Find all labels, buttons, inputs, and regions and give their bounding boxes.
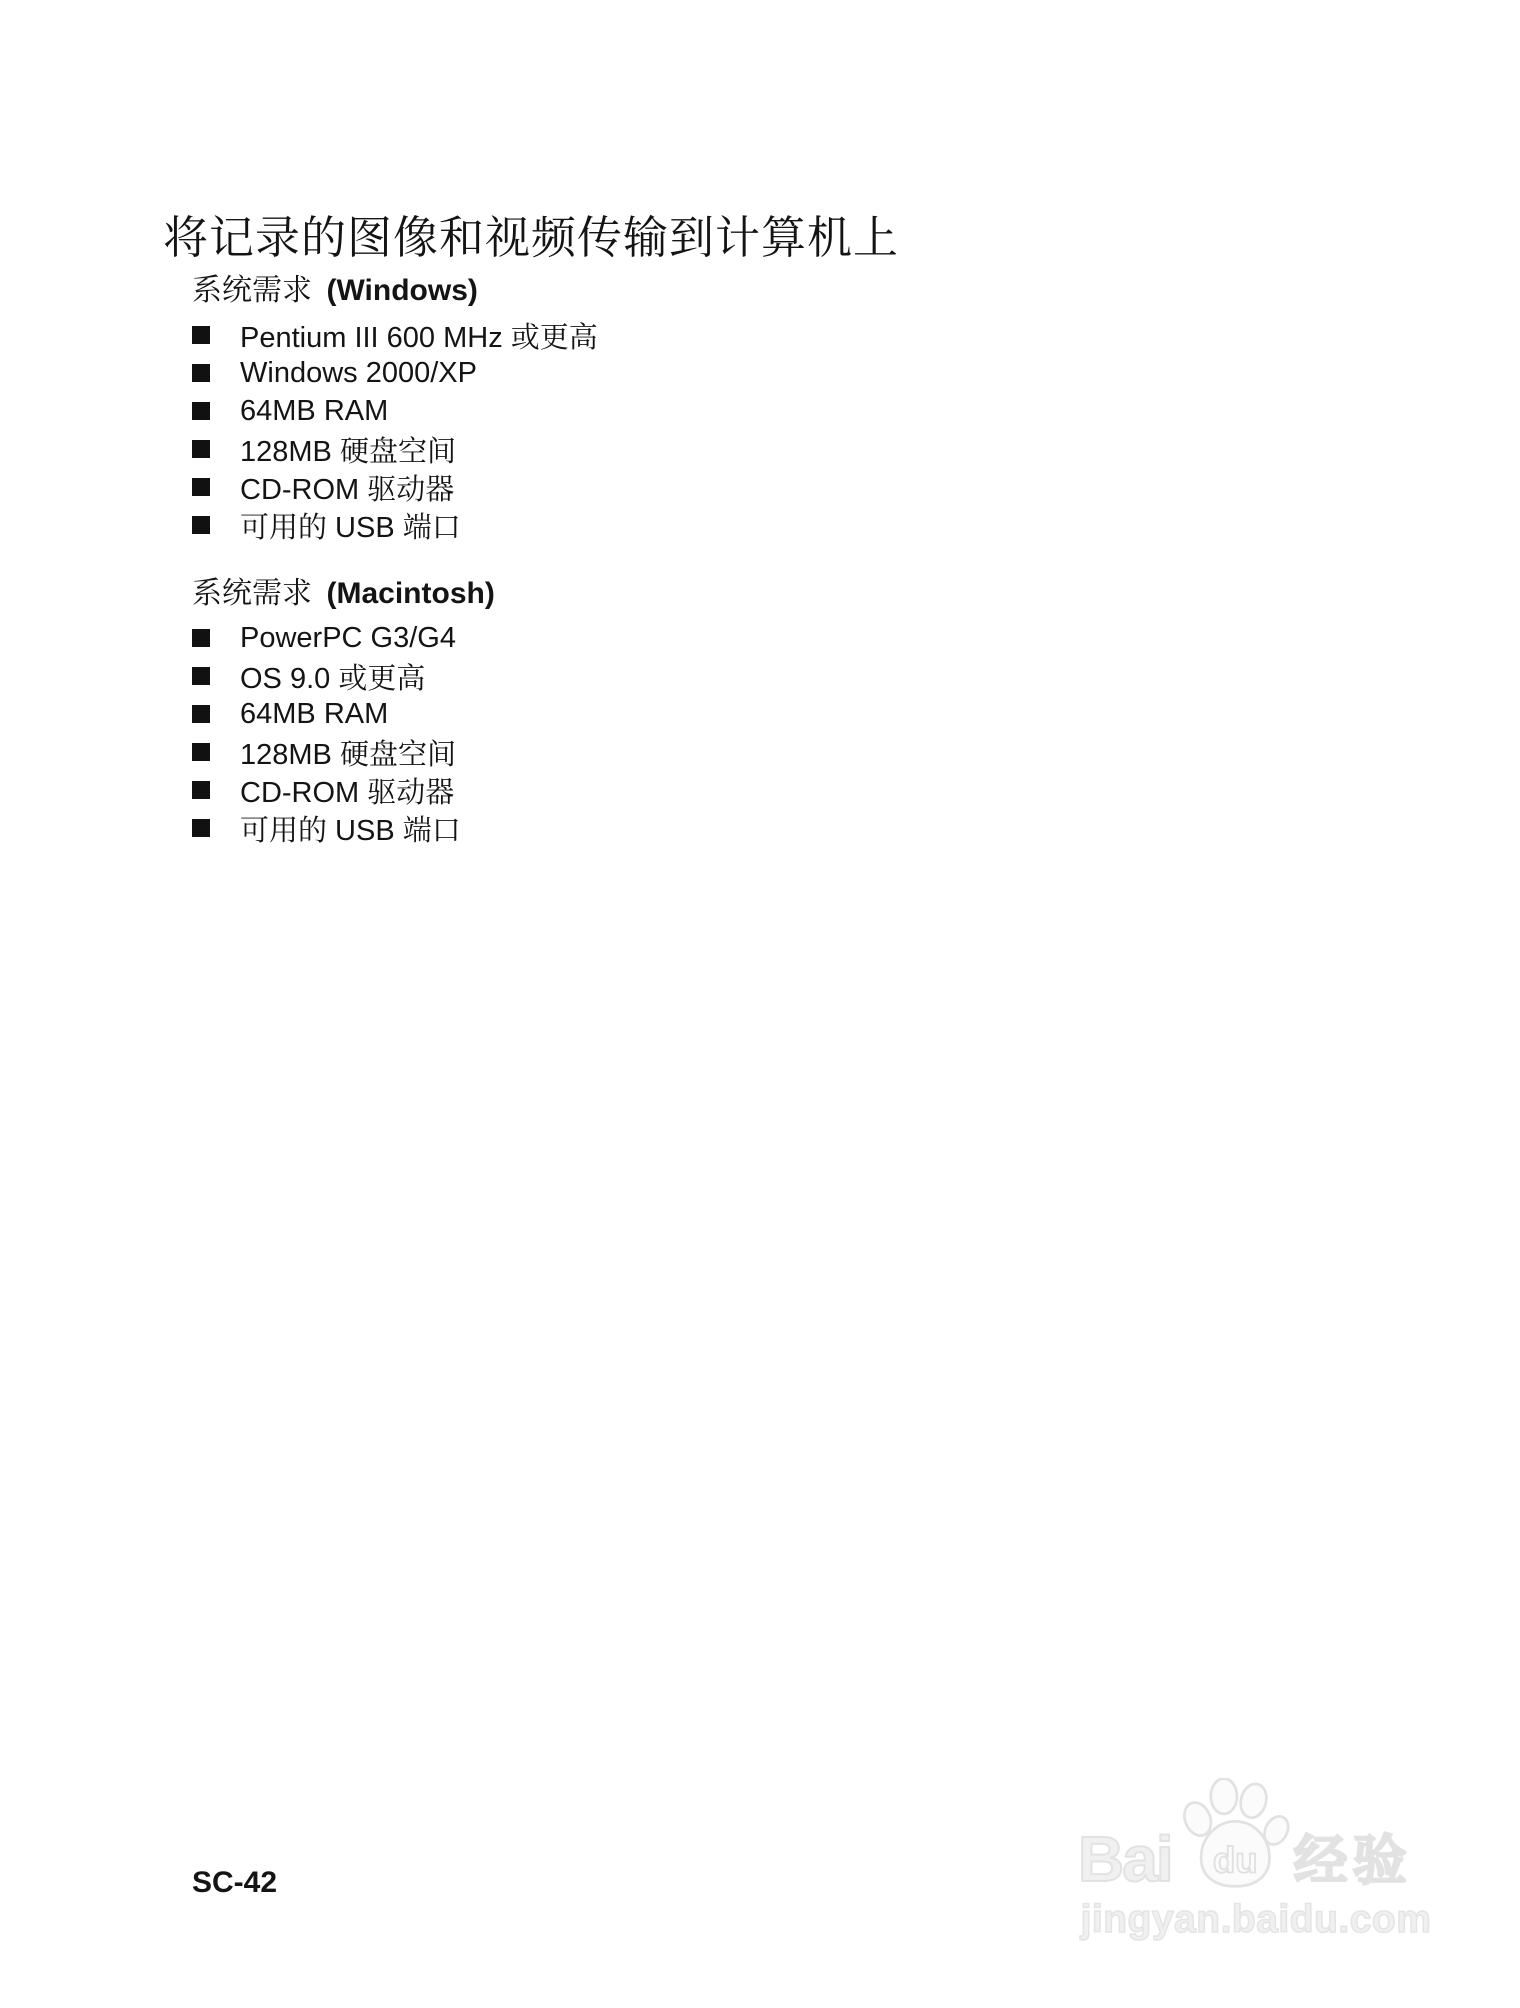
macintosh-section-heading xyxy=(192,577,495,611)
baidu-paw-icon xyxy=(1176,1778,1290,1892)
watermark-jingyan-text: 经验 xyxy=(1293,1831,1412,1891)
windows-section-heading xyxy=(192,274,598,308)
list-item xyxy=(192,695,495,733)
list-item xyxy=(192,430,598,468)
list-item-text: OS 9.0 或更高 xyxy=(240,662,426,695)
square-bullet-icon xyxy=(192,819,210,837)
macintosh-requirements-list xyxy=(192,619,495,847)
list-item xyxy=(192,809,495,847)
list-item-text: Pentium III 600 MHz 或更高 xyxy=(240,321,598,354)
square-bullet-icon xyxy=(192,440,210,458)
watermark-bai-text: Bai xyxy=(1078,1823,1172,1896)
page-title: 将记录的图像和视频传输到计算机上 xyxy=(163,211,900,265)
list-item xyxy=(192,619,495,657)
square-bullet-icon xyxy=(192,326,210,344)
list-item-text: 128MB 硬盘空间 xyxy=(240,738,456,771)
windows-requirements-section xyxy=(192,274,598,544)
list-item-text: PowerPC G3/G4 xyxy=(240,621,456,654)
list-item-text: Windows 2000/XP xyxy=(240,356,477,389)
list-item xyxy=(192,771,495,809)
square-bullet-icon xyxy=(192,478,210,496)
square-bullet-icon xyxy=(192,705,210,723)
list-item xyxy=(192,468,598,506)
square-bullet-icon xyxy=(192,516,210,534)
section-heading-en: (Macintosh) xyxy=(326,577,495,610)
section-heading-zh: 系统需求 xyxy=(192,576,312,611)
list-item-text: 可用的 USB 端口 xyxy=(240,814,461,847)
section-heading-zh: 系统需求 xyxy=(192,273,312,308)
section-heading-en: (Windows) xyxy=(326,274,478,307)
list-item xyxy=(192,733,495,771)
list-item-text: CD-ROM 驱动器 xyxy=(240,473,455,506)
list-item-text: CD-ROM 驱动器 xyxy=(240,776,455,809)
watermark-logo-row xyxy=(1078,1778,1434,1896)
list-item xyxy=(192,506,598,544)
square-bullet-icon xyxy=(192,781,210,799)
list-item-text: 64MB RAM xyxy=(240,394,389,427)
square-bullet-icon xyxy=(192,743,210,761)
watermark-url-text: jingyan.baidu.com xyxy=(1080,1898,1432,1941)
list-item-text: 128MB 硬盘空间 xyxy=(240,435,456,468)
list-item xyxy=(192,316,598,354)
list-item xyxy=(192,657,495,695)
square-bullet-icon xyxy=(192,402,210,420)
list-item xyxy=(192,392,598,430)
square-bullet-icon xyxy=(192,364,210,382)
windows-requirements-list xyxy=(192,316,598,544)
baidu-jingyan-watermark xyxy=(1078,1778,1434,1942)
list-item-text: 64MB RAM xyxy=(240,697,389,730)
list-item xyxy=(192,354,598,392)
macintosh-requirements-section xyxy=(192,577,495,847)
square-bullet-icon xyxy=(192,629,210,647)
page-number: SC-42 xyxy=(192,1866,278,1899)
square-bullet-icon xyxy=(192,667,210,685)
list-item-text: 可用的 USB 端口 xyxy=(240,511,461,544)
watermark-du-text: du xyxy=(1212,1839,1258,1881)
